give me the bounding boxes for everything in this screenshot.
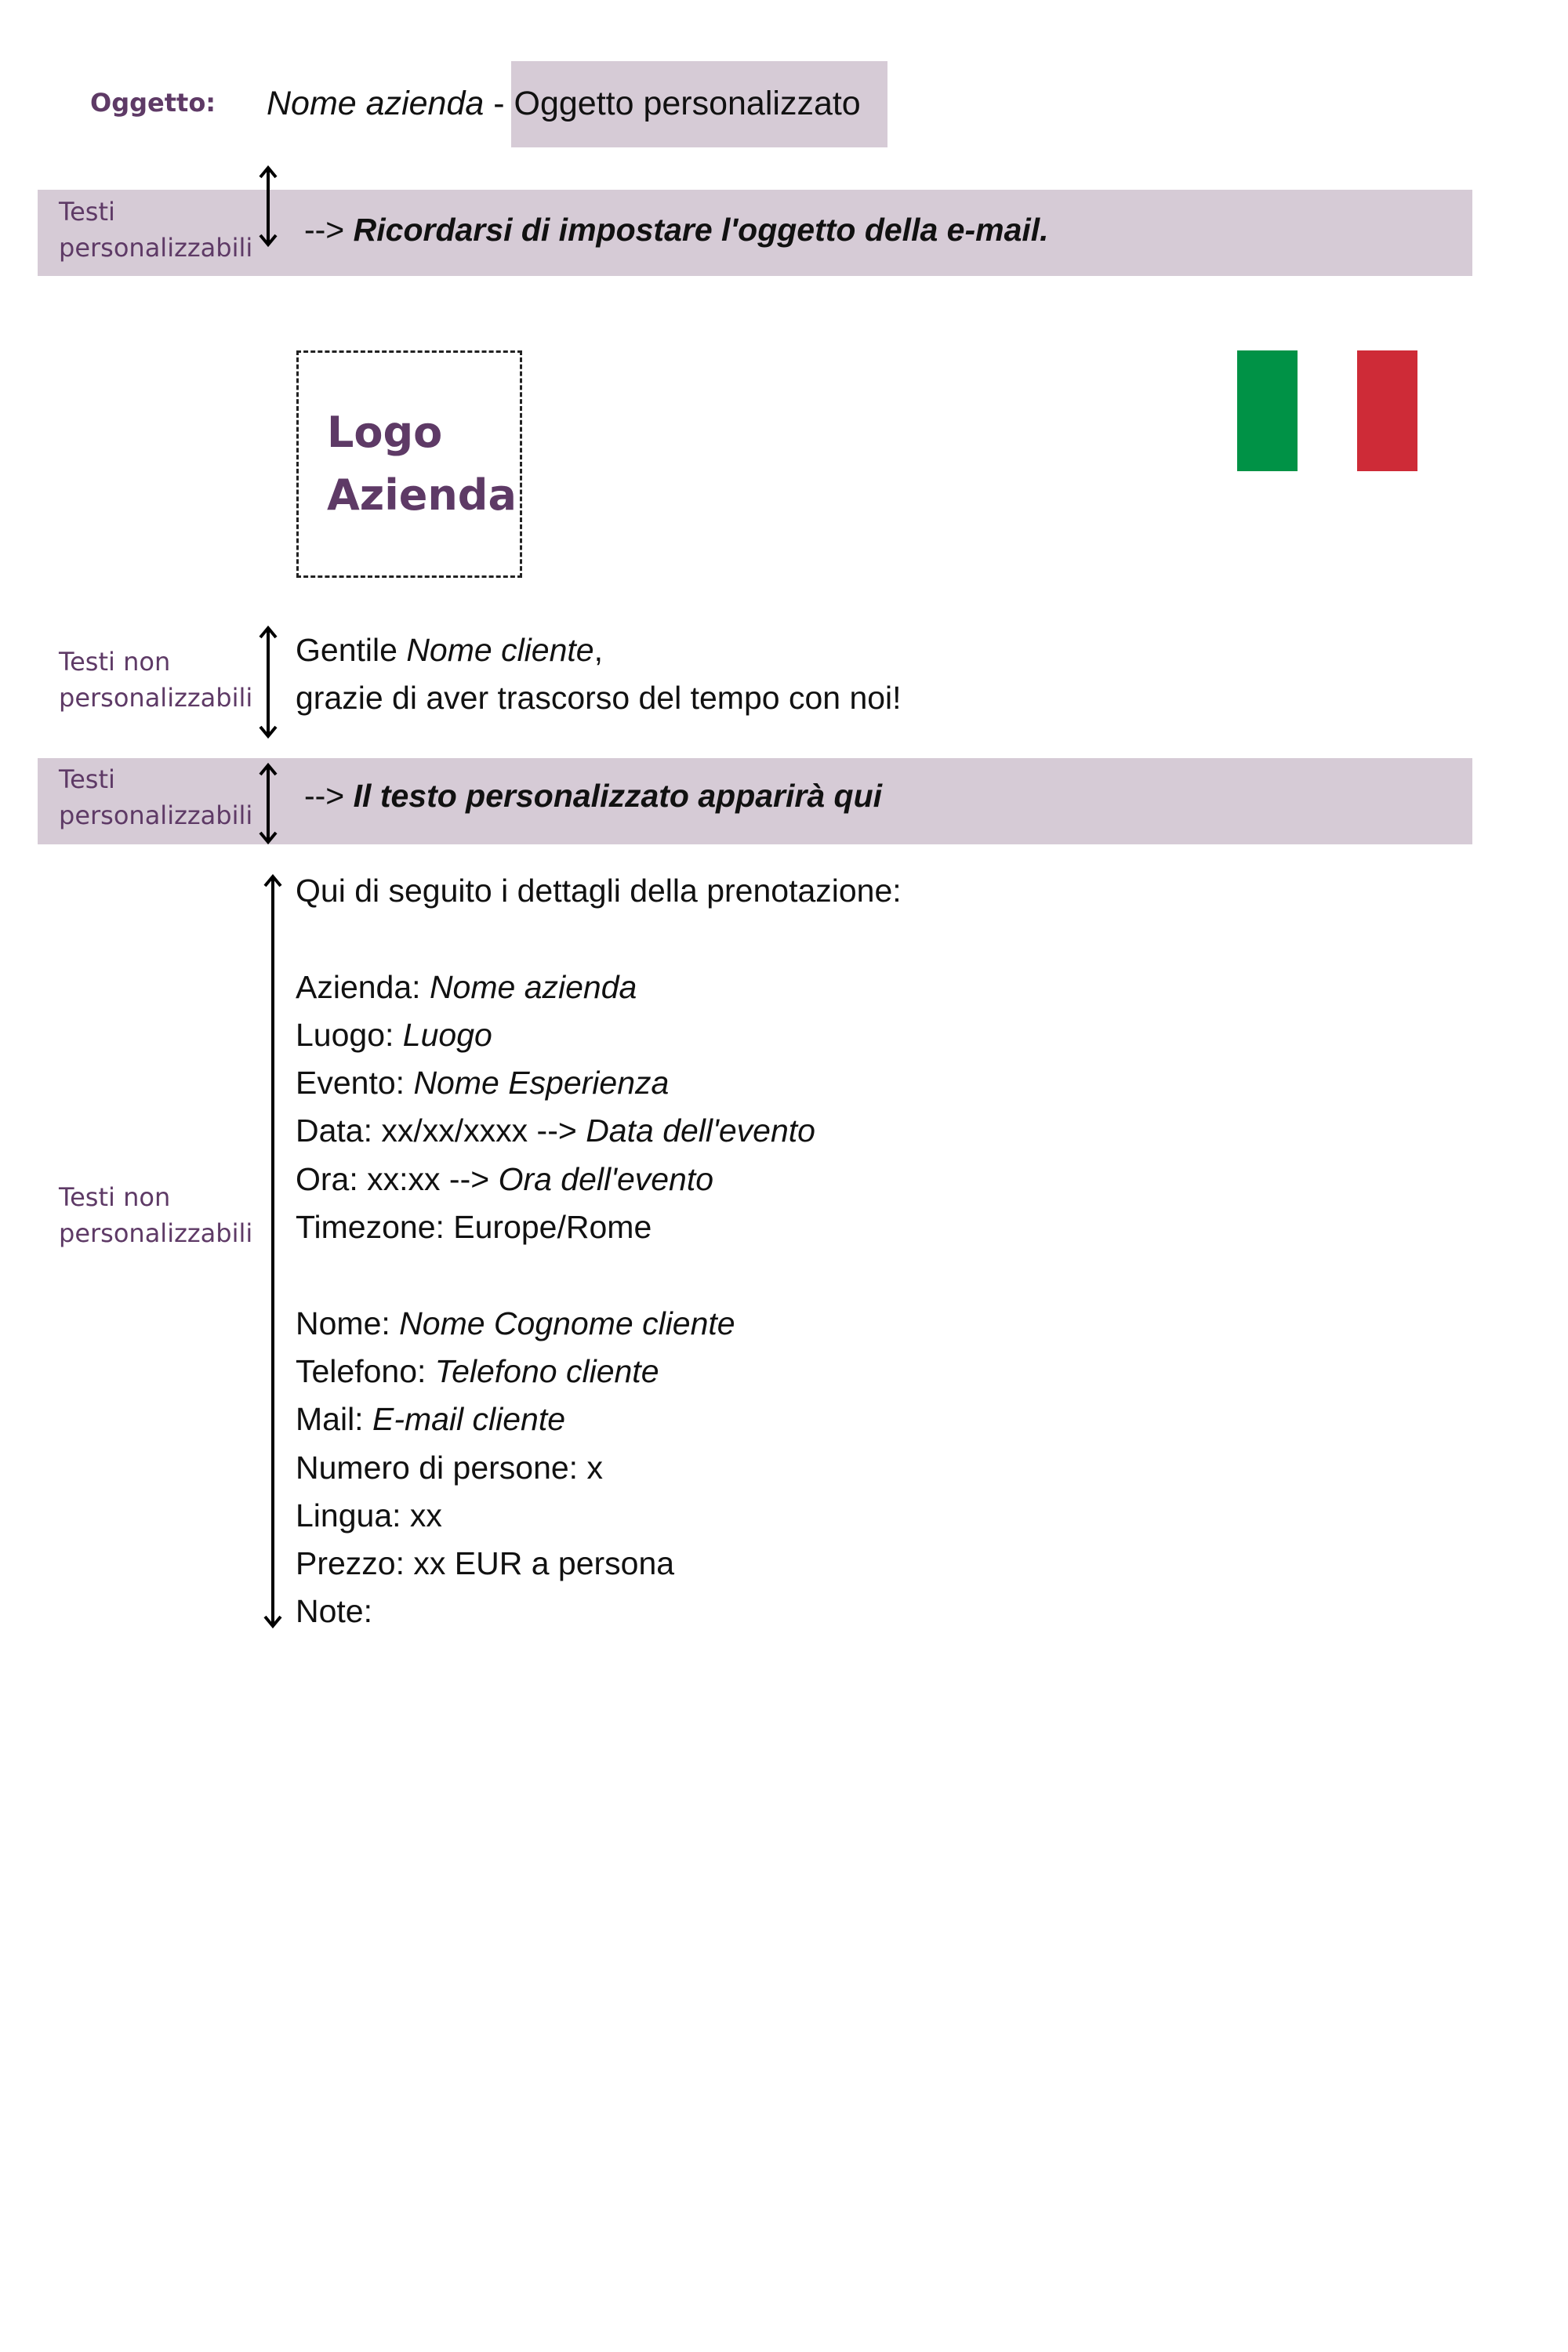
details-spacer: [296, 1251, 902, 1299]
greeting-line-1: [296, 626, 902, 674]
customizable-label-2: Testi personalizzabili: [59, 764, 253, 830]
flag-green-stripe: [1237, 350, 1298, 471]
detail-event: [296, 1059, 902, 1107]
subject-company: Nome azienda: [267, 85, 485, 122]
flag-red-stripe: [1357, 350, 1417, 471]
detail-phone-label: Telefono:: [296, 1352, 435, 1389]
detail-mail-label: Mail:: [296, 1401, 372, 1438]
greeting-prefix: Gentile: [296, 632, 407, 668]
detail-timezone: Timezone: Europe/Rome: [296, 1209, 652, 1246]
detail-place-value: Luogo: [402, 1016, 492, 1053]
subject-line: [267, 83, 861, 124]
logo-text-line1: Logo: [327, 408, 443, 457]
detail-phone: [296, 1348, 902, 1396]
detail-name: [296, 1300, 902, 1348]
detail-name-value: Nome Cognome cliente: [399, 1305, 735, 1341]
detail-name-label: Nome:: [296, 1305, 400, 1341]
italian-flag-icon: [1237, 350, 1417, 471]
custom-text-prefix: -->: [304, 778, 354, 814]
greeting-line-2: grazie di aver trascorso del tempo con noi!: [296, 680, 902, 717]
detail-event-label: Evento:: [296, 1065, 414, 1102]
custom-text: [304, 776, 882, 815]
detail-mail-value: E-mail cliente: [372, 1401, 566, 1438]
reminder-prefix: -->: [304, 212, 354, 248]
double-arrow-icon: [257, 872, 289, 1631]
logo-text-line2: Azienda: [327, 470, 517, 520]
subject-separator: -: [484, 85, 514, 122]
greeting-block: [296, 626, 902, 723]
detail-date-value: Data dell'evento: [586, 1112, 815, 1149]
non-customizable-label-1: Testi non personalizzabili: [59, 647, 253, 713]
detail-company: [296, 964, 902, 1011]
detail-company-value: Nome azienda: [429, 968, 637, 1005]
detail-place: [296, 1011, 902, 1059]
detail-place-label: Luogo:: [296, 1016, 403, 1053]
double-arrow-icon: [252, 163, 284, 249]
double-arrow-icon: [252, 623, 284, 741]
detail-company-label: Azienda:: [296, 968, 430, 1005]
detail-time: [296, 1156, 902, 1203]
detail-date-label: Data: xx/xx/xxxx -->: [296, 1112, 586, 1149]
detail-event-value: Nome Esperienza: [413, 1065, 670, 1102]
detail-phone-value: Telefono cliente: [434, 1352, 659, 1389]
detail-price: Prezzo: xx EUR a persona: [296, 1545, 675, 1582]
detail-notes: Note:: [296, 1593, 372, 1630]
details-intro: Qui di seguito i dettagli della prenotazione:: [296, 873, 902, 909]
detail-time-value: Ora dell'evento: [498, 1160, 714, 1197]
detail-time-label: Ora: xx:xx -->: [296, 1160, 499, 1197]
greeting-customer-name: Nome cliente: [406, 632, 594, 668]
greeting-suffix: ,: [593, 632, 603, 668]
detail-language: Lingua: xx: [296, 1497, 442, 1534]
customizable-label-1: Testi personalizzabili: [59, 197, 253, 263]
subject-label: Oggetto:: [90, 88, 216, 118]
logo-placeholder: [296, 350, 522, 578]
reminder-text: [304, 210, 1049, 249]
double-arrow-icon: [252, 760, 284, 847]
detail-mail: [296, 1396, 902, 1443]
flag-white-stripe: [1298, 350, 1358, 471]
non-customizable-label-2: Testi non personalizzabili: [59, 1182, 253, 1248]
detail-date: [296, 1107, 902, 1155]
custom-text-message: Il testo personalizzato apparirà qui: [353, 778, 883, 814]
booking-details: [296, 867, 902, 1636]
reminder-message: Ricordarsi di impostare l'oggetto della e-mail.: [353, 212, 1049, 248]
subject-custom: Oggetto personalizzato: [514, 85, 861, 122]
details-spacer: [296, 915, 902, 963]
detail-people: Numero di persone: x: [296, 1449, 603, 1486]
